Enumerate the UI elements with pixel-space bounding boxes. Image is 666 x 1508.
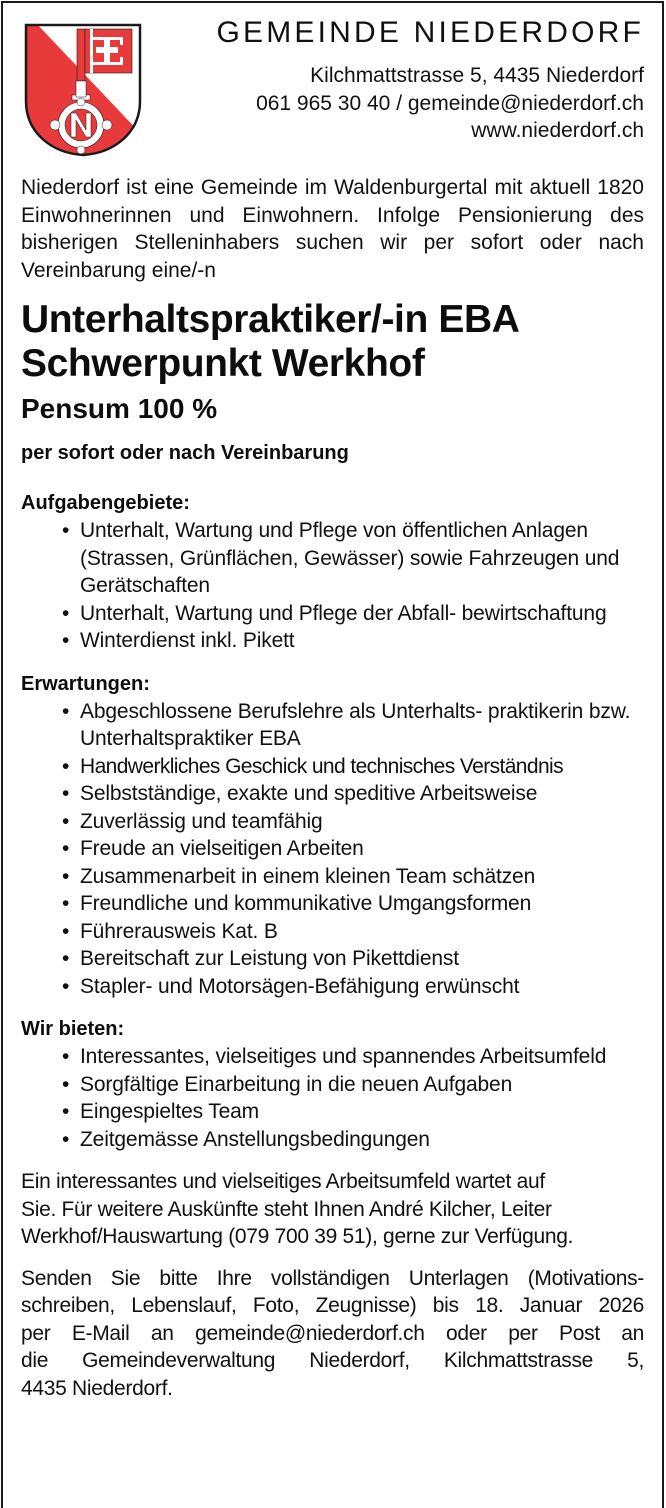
- bullet-icon: •: [62, 629, 70, 652]
- list-item: • Interessantes, vielseitiges und spannendes Arbeitsumfeld: [21, 1043, 644, 1071]
- workload: Pensum 100 %: [21, 393, 218, 424]
- list-item: • Sorgfältige Einarbeitung in die neuen Aufgaben: [21, 1071, 644, 1099]
- application-line-3: per E-Mail an gemeinde@niederdorf.ch oder per Post an: [21, 1321, 644, 1345]
- job-title-line-2: Schwerpunkt Werkhof: [21, 342, 425, 385]
- application-line-5: 4435 Niederdorf.: [21, 1376, 173, 1400]
- bullet-icon: •: [62, 974, 70, 998]
- section-heading-expectations: Erwartungen:: [21, 672, 150, 695]
- contact-line-1: Ein interessantes und vielseitiges Arbeitsumfeld wartet auf: [21, 1170, 545, 1193]
- bullet-icon: •: [62, 1127, 70, 1151]
- bullet-icon: •: [62, 892, 70, 915]
- bullet-icon: •: [62, 699, 70, 723]
- address: Kilchmattstrasse 5, 4435 Niederdorf: [310, 64, 644, 87]
- contact-paragraph: [21, 1168, 644, 1251]
- list-item: • Abgeschlossene Berufslehre als Unterhalts- praktikerin bzw. Unterhaltspraktiker EBA: [62, 699, 631, 750]
- bullet-icon: •: [62, 601, 70, 625]
- phone-email[interactable]: 061 965 30 40 / gemeinde@niederdorf.ch: [256, 91, 644, 115]
- bullet-icon: •: [62, 754, 70, 778]
- list-item: • Stapler- und Motorsägen-Befähigung erwünscht: [21, 973, 644, 1001]
- list-item: • Handwerkliches Geschick und technisches Verständnis: [21, 753, 644, 781]
- application-line-1: Senden Sie bitte Ihre vollständigen Unterlagen (Motivations-: [21, 1266, 644, 1290]
- bullet-icon: •: [62, 519, 70, 542]
- list-item: • Freundliche und kommunikative Umgangsformen: [21, 890, 644, 918]
- job-title-line-1: Unterhaltspraktiker/-in EBA: [21, 298, 520, 341]
- list-item: • Führerausweis Kat. B: [21, 918, 644, 946]
- bullet-icon: •: [62, 864, 70, 888]
- list-item: • Bereitschaft zur Leistung von Pikettdienst: [21, 945, 644, 973]
- job-title: [21, 298, 644, 386]
- start-date: per sofort oder nach Vereinbarung: [21, 442, 349, 464]
- list-item: • Unterhalt, Wartung und Pflege der Abfall- bewirtschaftung: [21, 600, 644, 628]
- bullet-icon: •: [62, 919, 70, 943]
- bullet-icon: •: [62, 1100, 70, 1123]
- application-line-2: schreiben, Lebenslauf, Foto, Zeugnisse) bis 18. Januar 2026: [21, 1294, 644, 1317]
- list-item: • Zusammenarbeit in einem kleinen Team schätzen: [21, 863, 644, 891]
- website-link[interactable]: www.niederdorf.ch: [471, 119, 644, 142]
- offer-list: [21, 1043, 644, 1153]
- list-item: • Winterdienst inkl. Pikett: [21, 627, 644, 655]
- coat-of-arms-icon: [24, 23, 142, 157]
- bullet-icon: •: [62, 1072, 70, 1096]
- section-heading-offer: Wir bieten:: [21, 1018, 125, 1040]
- intro-paragraph: Niederdorf ist eine Gemeinde im Waldenburgertal mit aktuell 1820 Einwohnerinnen und Einwohnern. Infolge Pensionierung des bisherigen Stelleninhabers suchen wir per sofort oder nach Vereinbarung eine/-n: [21, 176, 644, 282]
- list-item: • Unterhalt, Wartung und Pflege von öffentlichen Anlagen (Strassen, Grünflächen, Gewässer) sowie Fahrzeugen und Gerätschaften: [62, 519, 620, 597]
- contact-block: [256, 62, 644, 145]
- list-item: • Eingespieltes Team: [21, 1098, 644, 1126]
- bullet-icon: •: [62, 782, 70, 805]
- contact-line-2: Sie. Für weitere Auskünfte steht Ihnen André Kilcher, Leiter: [21, 1197, 552, 1221]
- bullet-icon: •: [62, 947, 70, 970]
- list-item: • Zuverlässig und teamfähig: [21, 808, 644, 836]
- expectations-list: [21, 698, 644, 1001]
- tasks-list: [21, 517, 644, 655]
- application-paragraph: [21, 1265, 644, 1403]
- list-item: • Zeitgemässe Anstellungsbedingungen: [21, 1126, 644, 1154]
- application-line-4: die Gemeindeverwaltung Niederdorf, Kilchmattstrasse 5,: [21, 1349, 644, 1372]
- section-heading-tasks: Aufgabengebiete:: [21, 492, 190, 514]
- list-item: • Selbstständige, exakte und speditive Arbeitsweise: [21, 780, 644, 808]
- list-item: • Freude an vielseitigen Arbeiten: [21, 835, 644, 863]
- organization-name: GEMEINDE NIEDERDORF: [216, 16, 644, 49]
- contact-line-3: Werkhof/Hauswartung (079 700 39 51), gerne zur Verfügung.: [21, 1225, 574, 1248]
- ad-content: [21, 174, 644, 1402]
- bullet-icon: •: [62, 1045, 70, 1068]
- bullet-icon: •: [62, 837, 70, 860]
- bullet-icon: •: [62, 809, 70, 833]
